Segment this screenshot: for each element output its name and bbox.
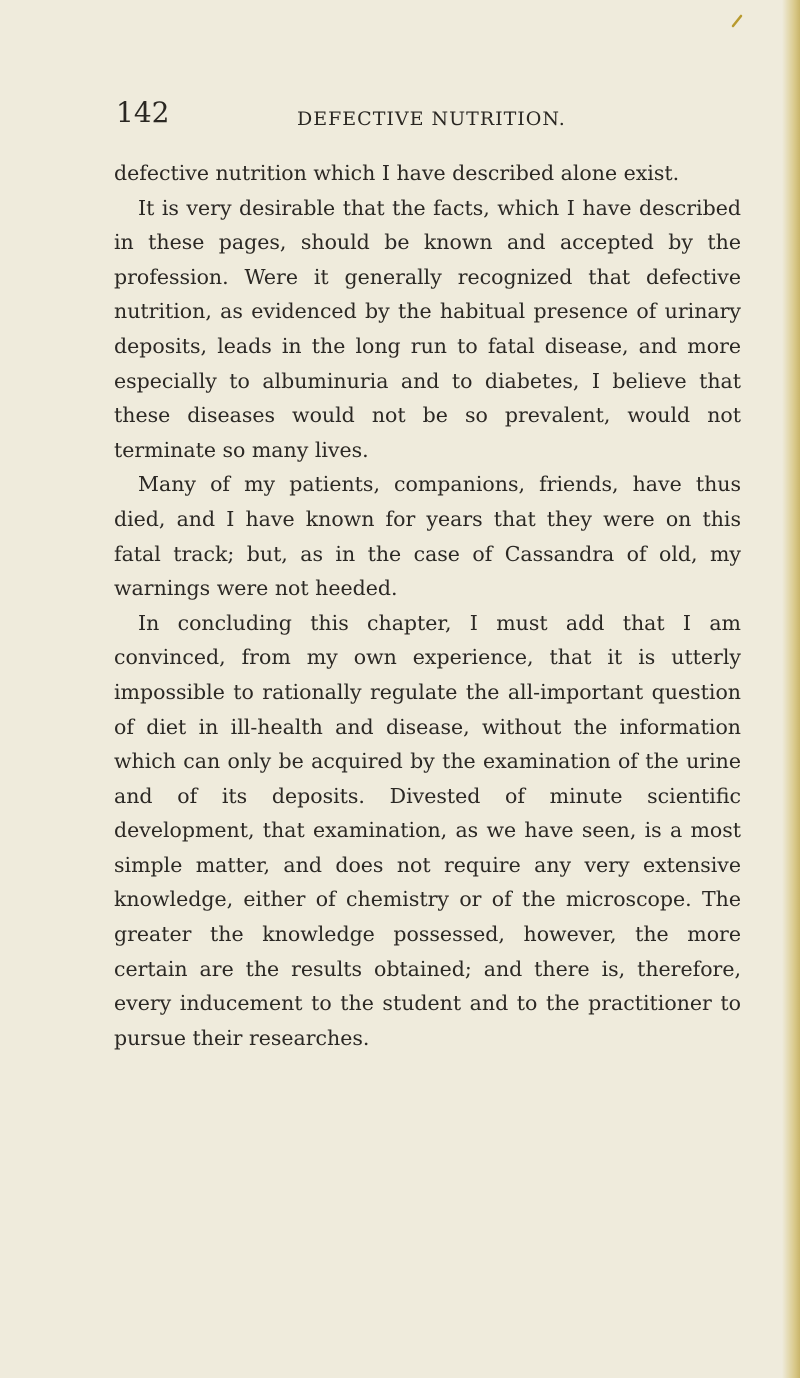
paragraph-continuation: defective nutrition which I have described alone exist.	[114, 161, 680, 185]
paragraph: It is very desirable that the facts, which I have described in these pages, should be known and accepted by the profession. Were it generally recognized that defective nutrition, as evidenced by the habitual presence of urinary deposits, leads in the long run to fatal disease, and more especially to albuminuria and to diabetes, I believe that these diseases would not be so prevalent, would not terminate so many lives.	[114, 195, 741, 462]
running-title: DEFECTIVE NUTRITION.	[297, 108, 566, 130]
paragraph: In concluding this chapter, I must add that I am convinced, from my own experience, that it is utterly impossible to rationally regulate the all-important question of diet in ill-health and disease, without the information which can only be acquired by the examination of the urine and of its deposits. Divested of minute scientific development, that examination, as we have seen, is a most simple matter, and does not require any very extensive knowledge, either of chemistry or of the microscope. The greater the knowledge possessed, however, the more certain are the results obtained; and there is, therefore, every inducement to the student and to the practitioner to pursue their researches.	[114, 610, 741, 1050]
page-header	[0, 96, 800, 140]
body-text	[114, 156, 741, 1055]
paragraph: Many of my patients, companions, friends, have thus died, and I have known for years that they were on this fatal track; but, as in the case of Cassandra of old, my warnings were not heeded.	[114, 472, 741, 601]
page-edge	[782, 0, 800, 1378]
pencil-mark-icon	[730, 14, 744, 28]
page-number: 142	[116, 96, 170, 129]
